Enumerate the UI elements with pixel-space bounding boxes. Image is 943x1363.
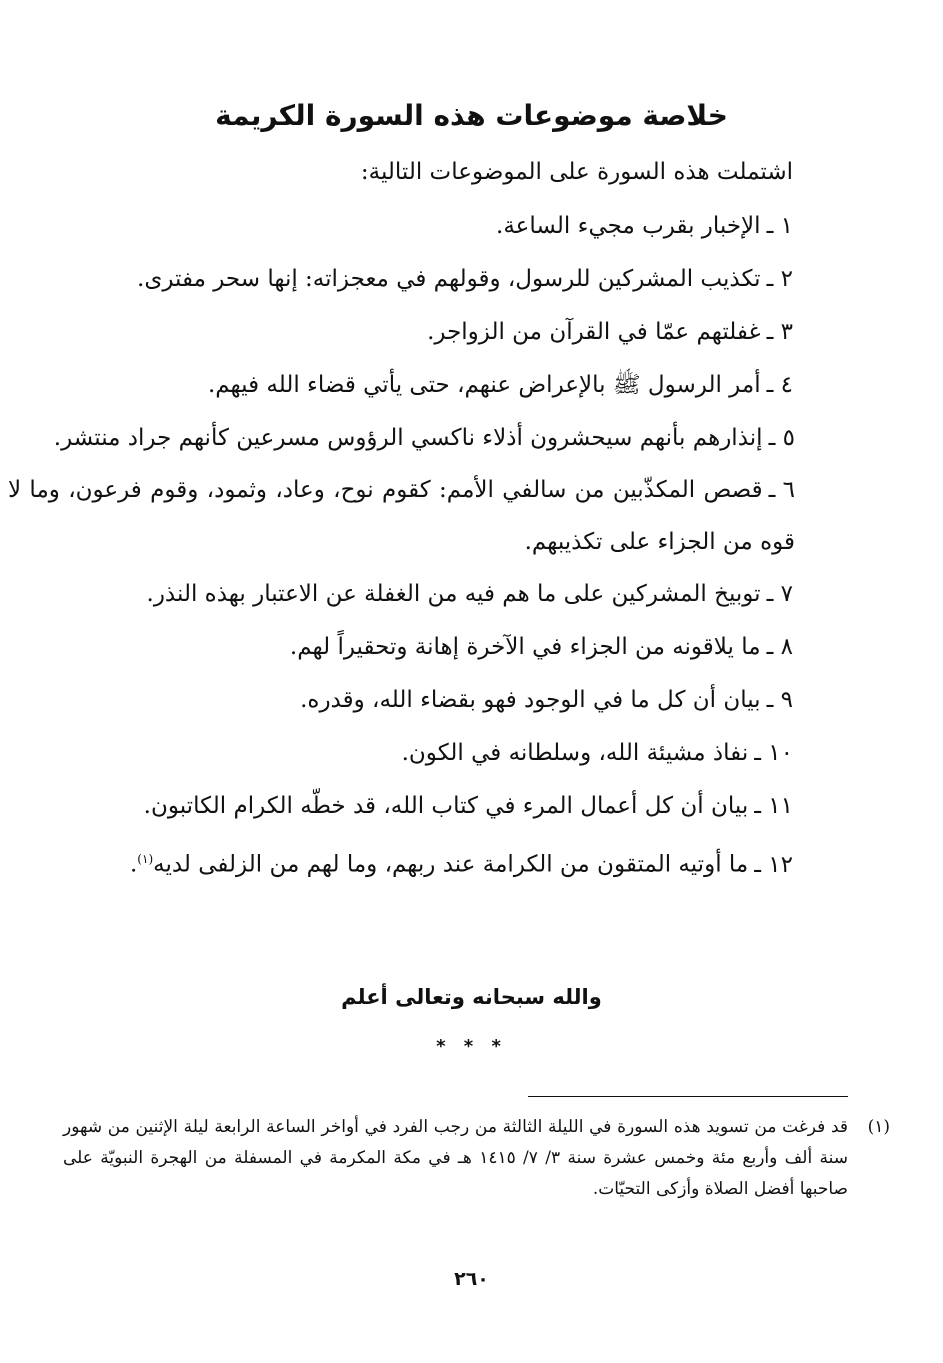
item-text: غفلتهم عمّا في القرآن من الزواجر.: [427, 319, 761, 345]
item-text: الإخبار بقرب مجيء الساعة.: [496, 213, 761, 239]
item-number: ٩ ـ: [766, 687, 793, 713]
item-text: ما يلاقونه من الجزاء في الآخرة إهانة وتحقيراً لهم.: [289, 634, 761, 660]
section-separator: * * *: [436, 1036, 507, 1057]
footnote-reference[interactable]: (١): [137, 852, 154, 866]
list-item: [8, 412, 795, 464]
item-text: توبيخ المشركين على ما هم فيه من الغفلة عن الاعتبار بهذه النذر.: [146, 581, 761, 607]
item-text: بيان أن كل ما في الوجود فهو بقضاء الله، وقدره.: [300, 687, 761, 713]
list-item: [78, 621, 793, 674]
footnote: [63, 1112, 890, 1205]
item-number: ١٢ ـ: [754, 851, 793, 878]
item-text: ما أوتيه المتقون من الكرامة عند ربهم، وما لهم من الزلفى لديه: [153, 851, 749, 878]
page-title: خلاصة موضوعات هذه السورة الكريمة: [215, 99, 728, 132]
list-item: [78, 306, 793, 359]
list-item: [78, 568, 793, 621]
item-number: ٦ ـ: [768, 477, 795, 503]
footnote-divider: [528, 1096, 848, 1097]
item-number: ١١ ـ: [754, 793, 793, 819]
item-number: ١٠ ـ: [754, 740, 793, 766]
item-text: أمر الرسول ﷺ بالإعراض عنهم، حتى يأتي قضاء الله فيهم.: [207, 372, 761, 398]
item-number: ٥ ـ: [768, 425, 795, 451]
topics-list: [8, 200, 795, 892]
item-text: بيان أن كل أعمال المرء في كتاب الله، قد خطّه الكرام الكاتبون.: [143, 793, 749, 819]
footnote-marker: (١): [867, 1117, 890, 1137]
item-text: تكذيب المشركين للرسول، وقولهم في معجزاته: إنها سحر مفترى.: [137, 266, 761, 292]
item-number: ٤ ـ: [766, 372, 793, 398]
footnote-text: قد فرغت من تسويد هذه السورة في الليلة الثالثة من رجب الفرد في أواخر الساعة الرابعة ليلة الإثنين من شهور سنة ألف وأربع مئة وخمس عشرة سنة ٣/ ٧/ ١٤١٥ هـ في مكة المكرمة في المسفلة من الهجرة النبويّة على صاحبها أفضل الصلاة وأزكى التحيّات.: [63, 1117, 848, 1199]
item-number: ١ ـ: [766, 213, 793, 239]
item-number: ٣ ـ: [766, 319, 793, 345]
list-item: [8, 464, 795, 568]
item-text: قصص المكذّبين من سالفي الأمم: كقوم نوح، وعاد، وثمود، وقوم فرعون، وما لا قوه من الجزاء على تكذيبهم.: [8, 477, 795, 555]
item-number: ٢ ـ: [766, 266, 793, 292]
list-item: [78, 727, 793, 780]
closing-phrase: والله سبحانه وتعالى أعلم: [341, 985, 602, 1009]
item-text: نفاذ مشيئة الله، وسلطانه في الكون.: [401, 740, 749, 766]
list-item: [78, 359, 793, 412]
list-item: [78, 674, 793, 727]
item-end-punctuation: .: [129, 851, 138, 878]
list-item: [78, 833, 793, 892]
intro-paragraph: اشتملت هذه السورة على الموضوعات التالية:: [360, 159, 793, 185]
list-item: [78, 253, 793, 306]
item-number: ٨ ـ: [766, 634, 793, 660]
list-item: [78, 780, 793, 833]
list-item: [78, 200, 793, 253]
item-text: إنذارهم بأنهم سيحشرون أذلاء ناكسي الرؤوس مسرعين كأنهم جراد منتشر.: [53, 425, 763, 451]
item-number: ٧ ـ: [766, 581, 793, 607]
page-number: ٢٦٠: [454, 1268, 489, 1290]
